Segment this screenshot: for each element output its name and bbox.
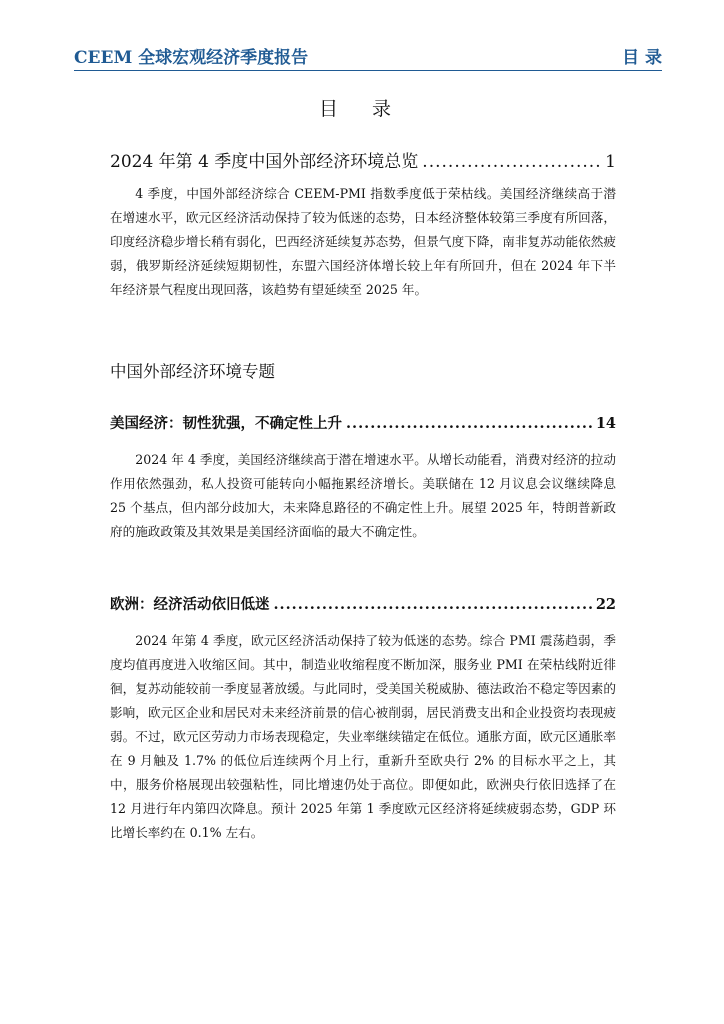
page-header [74,40,662,71]
toc-entry-page: 1 [605,152,616,172]
toc-entry-page: 22 [595,596,616,613]
toc-entry-summary: 2024 年第 4 季度，欧元区经济活动保持了较为低迷的态势。综合 PMI 震荡趋弱，季度均值再度进入收缩区间。其中，制造业收缩程度不断加深，服务业 PMI 在荣枯线附近徘徊，复苏动能较前一季度显著放缓。与此同时，受美国关税威胁、德法政治不稳定等因素的影响，欧元区企业和居民对未来经济前景的信心被削弱，居民消费支出和企业投资均表现疲弱。不过，欧元区劳动力市场表现稳定，失业率继续锚定在低位。通胀方面，欧元区通胀率在 9 月触及 1.7% 的低位后连续两个月上行，重新升至欧央行 2% 的目标水平之上，其中，服务价格展现出较强粘性，同比增速仍处于高位。即便如此，欧洲央行依旧选择了在 12 月进行年内第四次降息。预计 2025 年第 1 季度欧元区经济将延续疲弱态势，GDP 环比增长率约在 0.1% 左右。 [110,633,616,840]
toc-entry-summary: 2024 年 4 季度，美国经济继续高于潜在增速水平。从增长动能看，消费对经济的拉动作用依然强劲，私人投资可能转向小幅拖累经济增长。美联储在 12 月议息会议继续降息 25 个基点，但内部分歧加大，未来降息路径的不确定性上升。展望 2025 年，特朗普新政府的施政政策及其效果是美国经济面临的最大不确定性。 [110,452,616,539]
toc-entry-europe[interactable] [110,593,616,614]
dot-leader [346,415,592,432]
report-title: CEEM 全球宏观经济季度报告 [74,48,309,68]
toc-entry-us-economy[interactable] [110,412,616,433]
dot-leader [274,596,592,613]
toc-entry-title: 美国经济：韧性犹强，不确定性上升 [110,415,342,432]
toc-entry-title: 2024 年第 4 季度中国外部经济环境总览 [110,152,419,172]
header-section-label: 目 录 [622,48,662,68]
toc-entry-page: 14 [595,415,616,432]
toc-entry-summary: 4 季度，中国外部经济综合 CEEM-PMI 指数季度低于荣枯线。美国经济继续高于潜在增速水平，欧元区经济活动保持了较为低迷的态势，日本经济整体较第三季度有所回落，印度经济稳步增长稍有弱化，巴西经济延续复苏态势，但景气度下降，南非复苏动能依然疲弱，俄罗斯经济延续短期韧性，东盟六国经济体增长较上年有所回升，但在 2024 年下半年经济景气程度出现回落，该趋势有望延续至 2025 年。 [110,186,616,297]
toc-entry-title: 欧洲：经济活动依旧低迷 [110,596,270,613]
toc-title: 目 录 [318,98,406,120]
dot-leader [422,152,601,172]
section-heading: 中国外部经济环境专题 [110,362,275,381]
toc-entry-overview[interactable] [110,147,616,172]
